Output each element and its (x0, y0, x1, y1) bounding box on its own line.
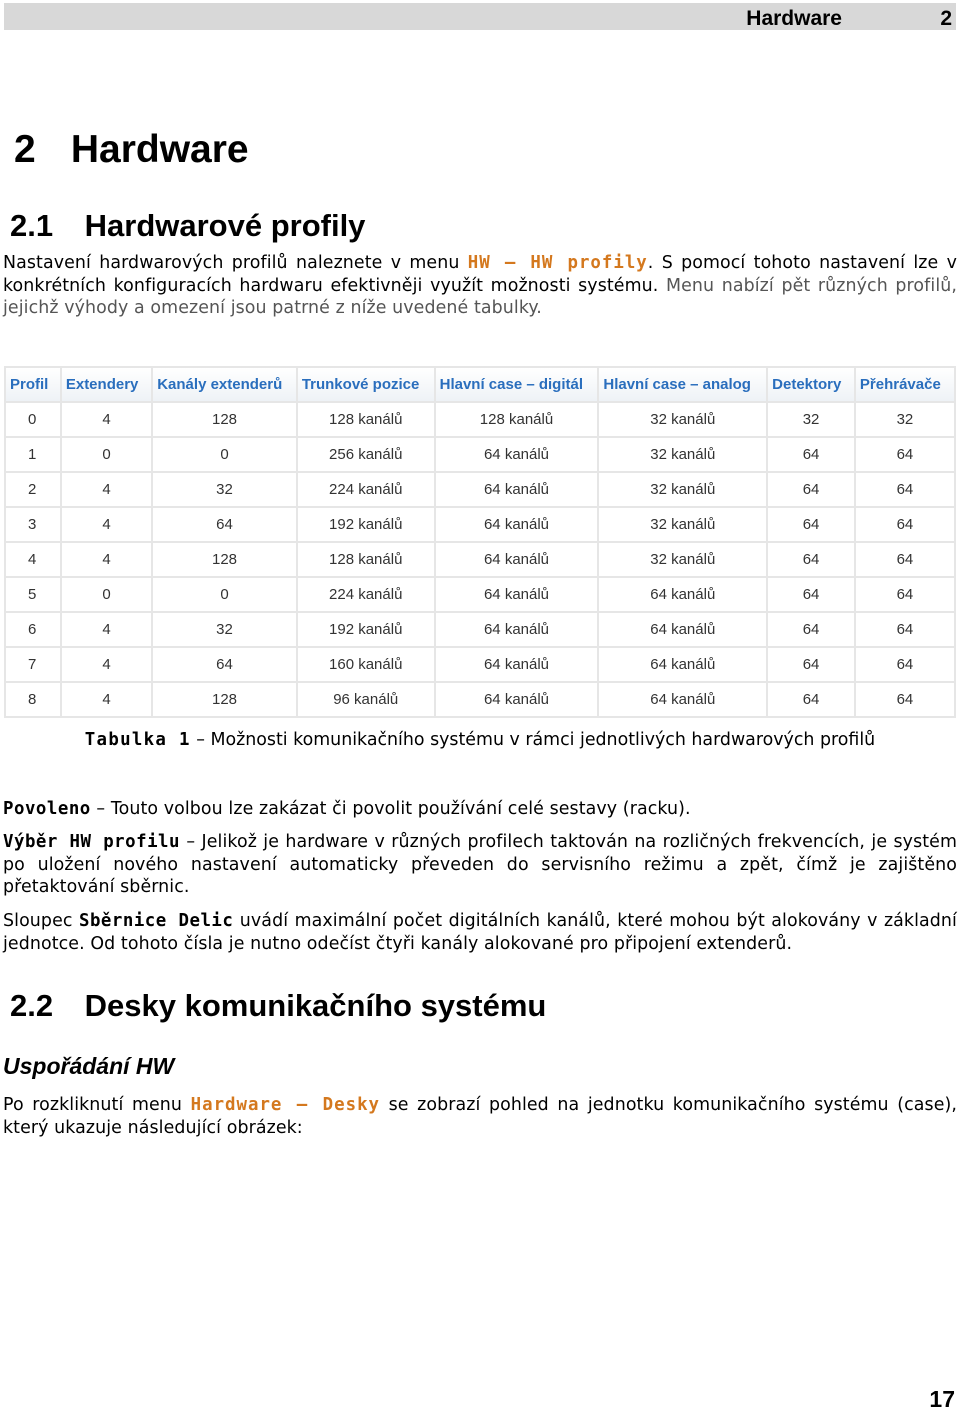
table-cell: 6 (5, 612, 61, 647)
table-cell: 192 kanálů (297, 612, 435, 647)
table-cell: 4 (61, 472, 152, 507)
column-header: Přehrávače (855, 367, 955, 402)
table-cell: 160 kanálů (297, 647, 435, 682)
vyber-text: – Jelikož je hardware v různých profilech taktován na rozličných frekvencích, je systém po uložení nového nastavení automaticky převeden do servisního režimu a zpět, čímž je zajištěno přetaktování sběrnic. (3, 832, 957, 897)
table-cell: 64 (855, 612, 955, 647)
table-cell: 64 (855, 577, 955, 612)
caption-label: Tabulka 1 (84, 730, 191, 750)
table-cell: 64 kanálů (598, 577, 767, 612)
table-cell: 96 kanálů (297, 682, 435, 717)
section-heading-2-1 (10, 207, 365, 245)
table-cell: 64 kanálů (435, 472, 599, 507)
table-cell: 4 (5, 542, 61, 577)
caption-text: – Možnosti komunikačního systému v rámci jednotlivých hardwarových profilů (190, 730, 876, 750)
table-row (5, 402, 955, 437)
table-cell: 64 (767, 577, 855, 612)
table-cell: 64 (855, 437, 955, 472)
table-cell: 64 (767, 542, 855, 577)
column-header: Detektory (767, 367, 855, 402)
intro-text: Nastavení hardwarových profilů naleznete v menu (3, 253, 468, 273)
desky-paragraph (3, 1094, 957, 1139)
table-row (5, 472, 955, 507)
table-cell: 32 kanálů (598, 437, 767, 472)
table-cell: 128 (152, 402, 297, 437)
table-cell: 64 kanálů (598, 612, 767, 647)
table-cell: 32 kanálů (598, 542, 767, 577)
sloupec-text: Sloupec (3, 911, 79, 931)
table-cell: 2 (5, 472, 61, 507)
table-cell: 224 kanálů (297, 472, 435, 507)
column-header: Profil (5, 367, 61, 402)
column-header: Extendery (61, 367, 152, 402)
term-vyber-hw-profilu: Výběr HW profilu (3, 832, 180, 852)
page-number: 17 (929, 1386, 955, 1412)
table-cell: 32 (152, 612, 297, 647)
term-sbernice-delic: Sběrnice Delic (78, 911, 234, 931)
table-cell: 128 kanálů (435, 402, 599, 437)
desky-text: Po rozkliknutí menu (3, 1095, 191, 1115)
table-row (5, 507, 955, 542)
table-caption (0, 730, 960, 750)
table-cell: 64 kanálů (435, 507, 599, 542)
table-cell: 32 (855, 402, 955, 437)
table-cell: 64 kanálů (435, 647, 599, 682)
column-header: Kanály extenderů (152, 367, 297, 402)
subheading-usporadani-hw: Uspořádání HW (3, 1053, 175, 1079)
section-number: 2.1 (10, 208, 54, 243)
table-cell: 0 (61, 437, 152, 472)
table-cell: 64 (767, 647, 855, 682)
table-cell: 4 (61, 682, 152, 717)
column-header: Hlavní case – digitál (435, 367, 599, 402)
table-cell: 64 (767, 507, 855, 542)
table-row (5, 647, 955, 682)
sloupec-paragraph (3, 910, 957, 955)
table-cell: 32 kanálů (598, 472, 767, 507)
table-cell: 64 (855, 542, 955, 577)
table-cell: 128 (152, 682, 297, 717)
intro-text: Menu nabízí pět různých profilů, jejichž výhody a omezení jsou patrné z níže uvedené tabulky. (3, 275, 957, 318)
table-cell: 4 (61, 647, 152, 682)
table-cell: 64 kanálů (435, 612, 599, 647)
section-title: Desky komunikačního systému (84, 988, 547, 1023)
table-cell: 64 (855, 507, 955, 542)
table-row (5, 437, 955, 472)
menu-path-hardware-desky: Hardware – Desky (190, 1095, 381, 1115)
table-cell: 64 (767, 682, 855, 717)
table-row (5, 682, 955, 717)
povoleno-paragraph (3, 798, 957, 821)
table-cell: 8 (5, 682, 61, 717)
table-cell: 64 (152, 647, 297, 682)
table-cell: 4 (61, 612, 152, 647)
menu-path-hw-profily: HW – HW profily (467, 253, 648, 273)
table-cell: 32 (152, 472, 297, 507)
table-cell: 64 (767, 612, 855, 647)
table-cell: 5 (5, 577, 61, 612)
running-header-chapter: 2 (940, 7, 952, 30)
column-header: Trunkové pozice (297, 367, 435, 402)
table-cell: 64 kanálů (435, 437, 599, 472)
intro-text: . S pomocí tohoto nastavení lze v konkrétních konfiguracích hardwaru efektivněji využít možnosti systému. (3, 253, 957, 296)
intro-paragraph (3, 252, 957, 320)
table-cell: 64 (855, 682, 955, 717)
table-cell: 7 (5, 647, 61, 682)
table-cell: 0 (61, 577, 152, 612)
chapter-number: 2 (14, 128, 36, 171)
table-row (5, 612, 955, 647)
chapter-heading (14, 126, 249, 174)
table-cell: 128 kanálů (297, 542, 435, 577)
table-cell: 0 (152, 437, 297, 472)
table-cell: 64 kanálů (598, 682, 767, 717)
table-cell: 64 kanálů (435, 577, 599, 612)
table-row (5, 542, 955, 577)
table-cell: 128 (152, 542, 297, 577)
table-cell: 64 (767, 472, 855, 507)
running-header (4, 3, 956, 30)
table-cell: 256 kanálů (297, 437, 435, 472)
vyber-paragraph (3, 831, 957, 899)
table-cell: 64 (855, 647, 955, 682)
table-cell: 64 (767, 437, 855, 472)
table-cell: 64 kanálů (435, 542, 599, 577)
section-heading-2-2 (10, 987, 546, 1025)
desky-text: se zobrazí pohled na jednotku komunikačního systému (case), který ukazuje následující obrázek: (3, 1095, 958, 1138)
table-header-row (5, 367, 955, 402)
table-cell: 64 kanálů (435, 682, 599, 717)
table-cell: 224 kanálů (297, 577, 435, 612)
table-cell: 0 (152, 577, 297, 612)
table-cell: 64 (152, 507, 297, 542)
section-title: Hardwarové profily (84, 208, 366, 243)
term-povoleno: Povoleno (3, 799, 91, 819)
table-cell: 4 (61, 402, 152, 437)
table-cell: 3 (5, 507, 61, 542)
section-number: 2.2 (10, 988, 54, 1023)
table-cell: 192 kanálů (297, 507, 435, 542)
sloupec-text: uvádí maximální počet digitálních kanálů, které mohou být alokovány v základní jednotce. Od tohoto čísla je nutno odečíst čtyři kanály alokované pro připojení extenderů. (3, 911, 957, 954)
running-header-title: Hardware (746, 7, 842, 30)
table-cell: 64 (855, 472, 955, 507)
table-cell: 1 (5, 437, 61, 472)
profiles-table (4, 366, 956, 718)
column-header: Hlavní case – analog (598, 367, 767, 402)
table-cell: 4 (61, 542, 152, 577)
table-cell: 32 kanálů (598, 507, 767, 542)
table-cell: 32 kanálů (598, 402, 767, 437)
povoleno-text: – Touto volbou lze zakázat či povolit používání celé sestavy (racku). (90, 799, 691, 819)
table-cell: 64 kanálů (598, 647, 767, 682)
table-cell: 32 (767, 402, 855, 437)
table-row (5, 577, 955, 612)
table-cell: 0 (5, 402, 61, 437)
chapter-title: Hardware (70, 128, 249, 171)
table-cell: 128 kanálů (297, 402, 435, 437)
table-cell: 4 (61, 507, 152, 542)
